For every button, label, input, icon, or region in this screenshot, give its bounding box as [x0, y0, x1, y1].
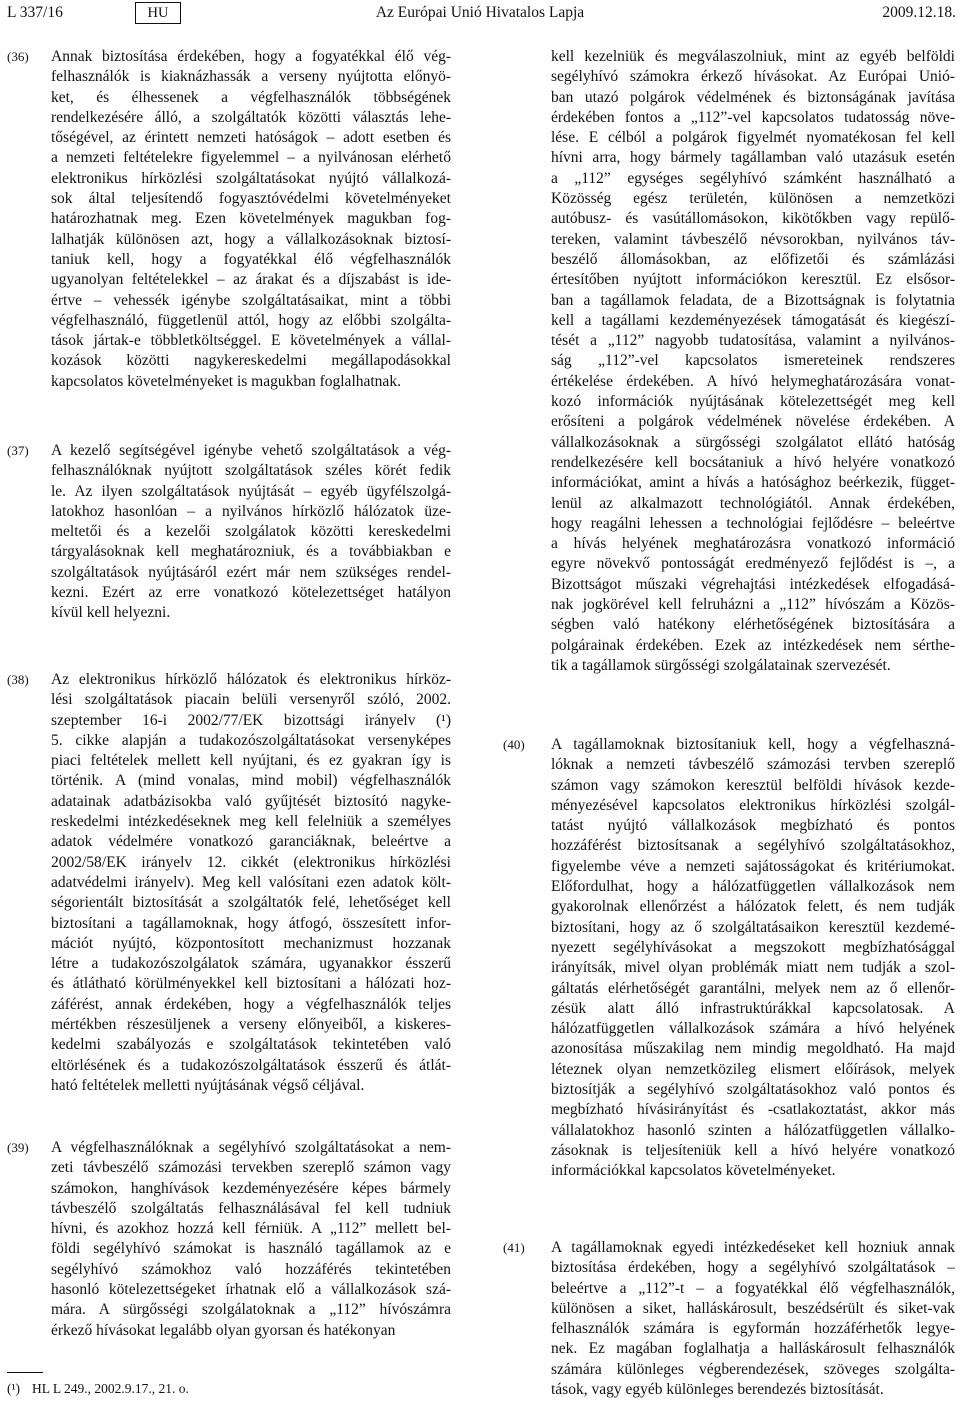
text-line: biztosítani a tagállamoknak, hogy átfogó, összesített infor-	[51, 914, 451, 932]
text-line: hozzáférést biztosítsanak a segélyhívó szolgáltatásokhoz,	[551, 837, 955, 855]
text-line: nak jogkörével kell felruházni a „112” hívószám a Közös-	[551, 596, 955, 614]
text-line: mértékben részesüljenek a verseny előnyeiből, a kiskeres-	[51, 1016, 451, 1034]
footnote-marker: (¹)	[7, 1381, 21, 1396]
text-line: Bizottságot műszaki végrehajtási intézkedések elfogadásá-	[551, 575, 955, 593]
recital-40	[503, 735, 955, 1182]
text-line: kapcsolatos követelményeket is magukban foglalhatnak.	[51, 372, 401, 390]
text-line: hogy reagálni lehessen a technológiai fejlődésre – beleértve	[551, 514, 955, 532]
text-line: határozhatnak meg. Ezen követelmények magukban fog-	[51, 210, 451, 228]
text-line: távbeszélő szolgáltatás felhasználásával fel kell tudniuk	[51, 1199, 451, 1217]
text-line: 5. cikke alapján a tudakozószolgáltatásokat versenyképes	[51, 731, 451, 749]
text-line: értesítőben nyújtott információkon keresztül. Ez elsősor-	[551, 271, 955, 289]
text-line: értékelése érdekében. A hívó helymeghatározására vonat-	[551, 372, 955, 390]
recital-38	[7, 670, 451, 1096]
text-line: 2002/58/EK irányelv 12. cikkét (elektronikus hírközlési	[51, 853, 451, 871]
text-line: meltetői és a kezelői szolgálatok közötti kereskedelmi	[51, 523, 451, 541]
text-line: lóknak a nemzeti távbeszélő számozási tervben szereplő	[551, 756, 955, 774]
text-line: polgárainak érdekében. Ezek az intézkedések nem sérthe-	[551, 636, 955, 654]
text-line: tik a tagállamok sürgősségi szolgálatainak szervezését.	[551, 656, 891, 674]
text-line: biztosítása érdekében, hogy a segélyhívó szolgáltatások –	[551, 1259, 955, 1277]
recital-36	[7, 47, 451, 392]
text-line: szeptember 16-i 2002/77/EK bizottsági irányelv (¹)	[51, 711, 451, 729]
text-line: zeti távbeszélő számozási tervekben szereplő számon vagy	[51, 1159, 451, 1177]
text-line: eltörlésének és a tudakozószolgáltatások ésszerű és átlát-	[51, 1056, 451, 1074]
text-line: A kezelő segítségével igénybe vehető szolgáltatások a vég-	[51, 442, 451, 459]
text-line: végfelhasználó, függetlenül attól, hogy az előbbi szolgálta-	[51, 311, 451, 329]
text-line: adatvédelmi irányelv). Meg kell valósítani ezen adatok költ-	[51, 873, 451, 891]
text-line: ható feltételek melletti nyújtásának végső céljával.	[51, 1076, 365, 1094]
text-line: ségorientált biztosítását a szolgáltatók felé, lehetőséget kell	[51, 894, 451, 912]
text-line: értve – vehessék igénybe szolgáltatásaikat, mint a többi	[51, 291, 451, 309]
text-line: lése. E célból a polgárok figyelmét nyomatékosan fel kell	[551, 129, 955, 147]
text-line: latokhoz hasonlóan – a nyilvános hírközlő hálózatok üze-	[51, 502, 451, 520]
footnote-text: HL L 249., 2002.9.17., 21. o.	[32, 1381, 189, 1396]
text-line: a hívás helyének meghatározásra vonatkozó információ	[551, 535, 955, 553]
text-line: zésük alatt álló infrastruktúrákkal kapcsolatosak. A	[551, 999, 955, 1017]
text-line: autóbusz- és vasútállomásokon, kikötőkben vagy repülő-	[551, 210, 955, 228]
text-line: figyelembe véve a nemzeti sajátosságokat és kritériumokat.	[551, 857, 955, 875]
text-line: és átlátható körülményekkel kell biztosítani a hálózati hoz-	[51, 975, 451, 993]
text-line: biztosítják a segélyhívó szolgáltatásokhoz való pontos és	[551, 1081, 955, 1099]
text-line: a „112” egységes segélyhívó számként használható a	[551, 169, 955, 187]
text-line: felhasználók is kiaknázhassák a verseny nyújtotta előnyö-	[51, 68, 451, 86]
page-reference: L 337/16	[7, 4, 63, 21]
text-line: taniuk kell, hogy a fogyatékkal élő végfelhasználók	[51, 250, 451, 268]
text-line: ményezésével kapcsolatos elektronikus hírközlési szolgál-	[551, 796, 955, 814]
publication-date: 2009.12.18.	[882, 4, 956, 21]
text-line: vállalkozásoknak a sürgősségi szolgálatot ellátó hatóság	[551, 433, 955, 451]
text-line: érkező hívásokat legalább olyan gyorsan és hatékonyan	[51, 1321, 396, 1339]
text-line: a nemzeti feltételekre figyelemmel – a nyilvánosan elérhető	[51, 149, 451, 167]
text-line: segélyhívó számokhoz való hozzáférés tekintetében	[51, 1260, 451, 1278]
text-line: tatást nyújtó vállalkozások megbízható és pontos	[551, 817, 955, 835]
language-code-box: HU	[135, 2, 181, 24]
text-line: lalhatják különösen azt, hogy a vállalkozásoknak biztosí-	[51, 230, 451, 248]
text-line: tárgyalásoknak kell meghatározniuk, és a továbbiakban e	[51, 543, 451, 561]
text-line: irányítsák, mivel olyan problémák miatt nem tudják a szol-	[551, 959, 955, 977]
text-line: tőségével, az érintett nemzeti hatóságok – adott esetben és	[51, 129, 451, 147]
text-line: rendelkezésére kell bocsátaniuk a hívó helyére vonatkozó	[551, 453, 955, 471]
recital-text	[551, 47, 955, 676]
text-line: sok által teljesítendő fogyasztóvédelmi követelményeket	[51, 190, 451, 208]
text-line: segélyhívó számokra érkező hívásokat. Az Európai Unió-	[551, 68, 955, 86]
recital-41	[503, 1238, 955, 1400]
recital-number: (40)	[503, 737, 525, 752]
text-line: felhasználóknak nyújtott szolgáltatások széles körét fedik	[51, 462, 451, 480]
text-line: hasonló kötelezettségeket írhatnak elő a vállalkozások szá-	[51, 1281, 451, 1299]
text-line: Előfordulhat, hogy a hálózatfüggetlen vállalkozások nem	[551, 878, 955, 896]
text-line: megbízható hívásirányítást és -csatlakoztatást, akkor más	[551, 1101, 955, 1119]
text-line: Annak biztosítása érdekében, hogy a fogyatékkal élő vég-	[51, 48, 451, 65]
text-line: adatainak adatbázisokba való gyűjtését biztosító nagyke-	[51, 792, 451, 810]
text-line: számokon, hanghívások kezdeményezésére képes bármely	[51, 1179, 451, 1197]
text-line: elektronikus hírközlési szolgáltatásokat nyújtó vállalkozá-	[51, 169, 451, 187]
text-line: A végfelhasználóknak a segélyhívó szolgáltatásokat a nem-	[51, 1139, 451, 1156]
recital-39	[7, 1138, 451, 1341]
text-line: kívül kell helyezni.	[51, 604, 171, 622]
text-line: számon vagy számokon keresztül belföldi hívások kezde-	[551, 776, 955, 794]
text-line: lenül az alkalmazott technológiától. Annak érdekében,	[551, 494, 955, 512]
recital-number: (39)	[7, 1140, 29, 1155]
text-line: hívni arra, hogy bármely tagállamban való utazásuk esetén	[551, 149, 955, 167]
text-line: erősíteni a polgárok védelmének növelése érdekében. A	[551, 413, 955, 431]
recital-text	[51, 47, 451, 392]
text-line: Az elektronikus hírközlő hálózatok és elektronikus hírköz-	[51, 671, 451, 688]
recital-number: (36)	[7, 49, 29, 64]
text-line: ban a tagállamok feladata, de a Bizottságnak is folytatnia	[551, 291, 955, 309]
text-line: beleértve a „112”-t – a fogyatékkal élő végfelhasználók,	[551, 1279, 955, 1297]
text-line: kezni. Ezért az erre vonatkozó kötelezettséget hatályon	[51, 584, 451, 602]
footnote-separator	[7, 1372, 43, 1373]
text-line: információkat, amint a hívás a hatósághoz beérkezik, függet-	[551, 474, 955, 492]
text-line: kozó információk nyújtásának kötelezettségét meg kell	[551, 393, 955, 411]
text-line: adatok védelmére vonatkozó garanciáknak, beleértve a	[51, 833, 451, 851]
text-line: számára különleges végberendezések, szöveges szolgálta-	[551, 1360, 955, 1378]
text-line: ségben való hatékony elérhetőségének biztosítására a	[551, 616, 955, 634]
text-line: piaci feltételek mellett kell nyújtani, és ez gyakran így is	[51, 752, 451, 770]
text-line: reskedelmi intézkedéseknek meg kell felelniük a személyes	[51, 813, 451, 831]
recital-text	[551, 1238, 955, 1400]
text-line: mációt nyújtó, központosított mechanizmust hozzanak	[51, 934, 451, 952]
text-line: tereken, valamint távbeszélő névsorokban, nyilvános táv-	[551, 230, 955, 248]
recital-text	[51, 441, 451, 624]
text-line: tások, vagy egyéb különleges berendezés biztosítását.	[551, 1381, 884, 1399]
recital-text	[51, 670, 451, 1096]
text-line: hálózatfüggetlen vállalkozások számára a hívó helyének	[551, 1020, 955, 1038]
recital-number: (37)	[7, 443, 29, 458]
text-line: lési szolgáltatások piacain belüli versenyről szóló, 2002.	[51, 691, 451, 709]
text-line: biztosítani, hogy az ő szolgáltatásaikon keresztül kezdemé-	[551, 918, 955, 936]
recital-text	[551, 735, 955, 1182]
text-line: A tagállamoknak egyedi intézkedéseket kell hozniuk annak	[551, 1239, 955, 1256]
text-line: földi segélyhívó számokat is használó tagállamok az e	[51, 1240, 451, 1258]
text-line: ket, és élhessenek a végfelhasználók többségének	[51, 88, 451, 106]
text-line: nek. Ez magában foglalhatja a halláskárosult felhasználók	[551, 1340, 955, 1358]
text-line: záférést, annak érdekében, hogy a végfelhasználók teljes	[51, 995, 451, 1013]
text-line: ban utazó polgárok védelmének és biztonságának javítása	[551, 88, 955, 106]
text-line: Közösség egész területén, különösen a nemzetközi	[551, 190, 955, 208]
text-line: kell a tagállami kezdeményezések támogatását és kiegészí-	[551, 311, 955, 329]
recital-number: (38)	[7, 672, 29, 687]
recital-text	[51, 1138, 451, 1341]
text-line: le. Az ilyen szolgáltatások nyújtását – egyéb ügyfélszolgá-	[51, 482, 451, 500]
recital-number: (41)	[503, 1240, 525, 1255]
text-line: rendelkezésére álló, a szolgáltatók közötti választás lehe-	[51, 108, 451, 126]
text-line: azonosítása műszakilag nem mindig megoldható. Ha majd	[551, 1040, 955, 1058]
text-line: tások jártak-e többletköltséggel. E követelmények a vállal-	[51, 332, 451, 350]
text-line: ugyanolyan feltételekkel – az árakat és a díjszabást is ide-	[51, 271, 451, 289]
recital-37	[7, 441, 451, 624]
text-line: történik. A (mind vonalas, mind mobil) végfelhasználók	[51, 772, 451, 790]
text-line: érdekében fontos a „112”-vel kapcsolatos tudatosság növe-	[551, 108, 955, 126]
text-line: kozások közötti nagykereskedelmi megállapodásokkal	[51, 352, 451, 370]
text-line: gyakorolnak ellenőrzést a hálózatok felett, és nem tudják	[551, 898, 955, 916]
text-line: léteznek olyan nemzetközileg elismert előírások, melyek	[551, 1060, 955, 1078]
journal-title: Az Európai Unió Hivatalos Lapja	[375, 4, 585, 21]
text-line: nyezett segélyhívásokat a megszokott megbízhatósággal	[551, 938, 955, 956]
text-line: tését a „112” nagyobb tudatosítása, valamint a nyilvános-	[551, 332, 955, 350]
text-line: zásoknak is teljesíteniük kell a hívó helyére vonatkozó	[551, 1141, 955, 1159]
text-line: A tagállamoknak biztosítaniuk kell, hogy a végfelhaszná-	[551, 736, 955, 753]
text-line: vállalatokhoz hasonló szinten a hálózatfüggetlen vállalko-	[551, 1121, 955, 1139]
text-line: beszélő állomásokban, az előfizetői és számlázási	[551, 250, 955, 268]
text-line: létre a tudakozószolgálatok számára, ugyanakkor ésszerű	[51, 955, 451, 973]
text-line: információkkal kapcsolatos követelményeket.	[551, 1162, 836, 1180]
text-line: gáltatás elérhetőségét garantálni, melyek nem az ő ellenőr-	[551, 979, 955, 997]
text-line: hívni, és azokhoz hozzá kell férniük. A „112” mellett bel-	[51, 1220, 451, 1238]
text-line: szolgáltatások nyújtásáról ezért már nem szükséges rendel-	[51, 563, 451, 581]
text-line: mára. A sürgősségi szolgálatoknak a „112” hívószámra	[51, 1301, 451, 1319]
text-line: kedelmi szabályozás e szolgáltatások tekintetében való	[51, 1036, 451, 1054]
recital-39-continuation	[551, 47, 955, 676]
text-line: kell kezelniük és megválaszolniuk, mint az egyéb belföldi	[551, 48, 955, 65]
text-line: különösen a siket, halláskárosult, beszédsérült és siket-vak	[551, 1299, 955, 1317]
text-line: ság „112”-vel kapcsolatos ismereteinek rendszeres	[551, 352, 955, 370]
text-line: egyre növekvő pontosságát eredményező fejlődést is –, a	[551, 555, 955, 573]
footnote	[7, 1380, 189, 1398]
text-line: felhasználók számára is egyformán hozzáférhetők legye-	[551, 1320, 955, 1338]
